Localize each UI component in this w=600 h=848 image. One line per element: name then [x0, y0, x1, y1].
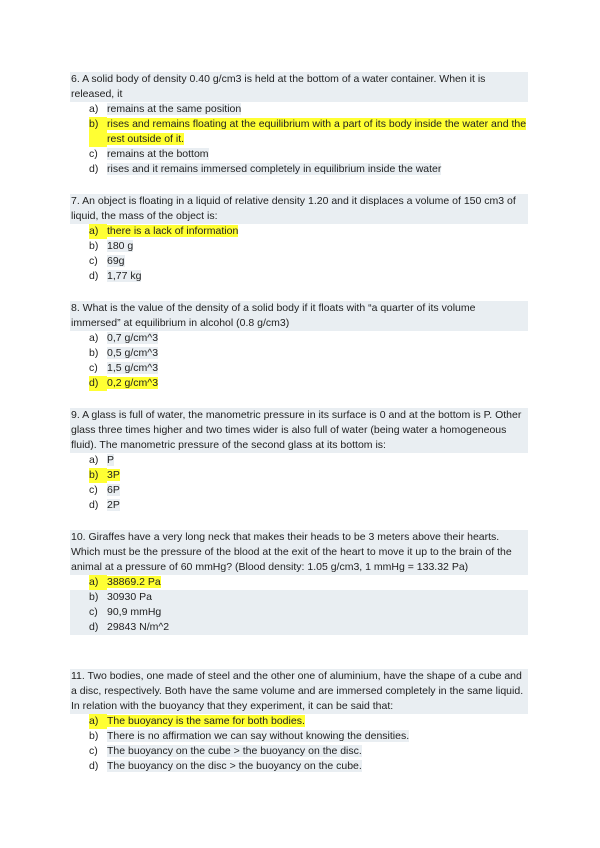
question-text: 9. A glass is full of water, the manometric pressure in its surface is 0 and at the bottom is P. Other glass three times higher and two times wider is also full of water (being water a homogeneous fluid). The manometric pressure of the second glass at its bottom is: [70, 408, 528, 453]
option-d: d) 29843 N/m^2 [70, 620, 528, 635]
option-a-highlighted: a) The buoyancy is the same for both bodies. [89, 715, 305, 727]
option-c: c) The buoyancy on the cube > the buoyancy on the disc. [89, 745, 362, 757]
question-9 [70, 408, 528, 513]
option-a-highlighted: a) 38869.2 Pa [89, 576, 161, 588]
option-b-highlighted: b) rises and remains floating at the equilibrium with a part of its body inside the water and the rest outside of it. [89, 118, 527, 145]
option-d: d) The buoyancy on the disc > the buoyancy on the cube. [89, 760, 362, 772]
option-c: c) 1,5 g/cm^3 [89, 362, 159, 374]
option-a: a) 0,7 g/cm^3 [89, 332, 159, 344]
question-10 [70, 530, 528, 635]
option-c: c) 69g [89, 255, 125, 267]
question-6 [70, 72, 528, 177]
question-text: 10. Giraffes have a very long neck that makes their heads to be 3 meters above their hearts. Which must be the pressure of the blood at the exit of the heart to move it up to the brain of the animal at a pressure of 60 mmHg? (Blood density: 1.05 g/cm3, 1 mmHg = 133.32 Pa) [70, 530, 528, 575]
question-text: 11. Two bodies, one made of steel and the other one of aluminium, have the shape of a cube and a disc, respectively. Both have the same volume and are immersed completely in the same liquid. In relation with the buoyancy that they experiment, it can be said that: [70, 669, 528, 714]
option-b: b) There is no affirmation we can say without knowing the densities. [89, 730, 410, 742]
option-b: b) 0,5 g/cm^3 [89, 347, 159, 359]
option-list [70, 714, 528, 774]
question-8 [70, 301, 528, 391]
option-d: d) 1,77 kg [89, 270, 142, 282]
option-list [70, 102, 528, 177]
option-d-highlighted: d) 0,2 g/cm^3 [89, 377, 159, 389]
option-b-highlighted: b) 3P [89, 469, 120, 481]
option-list [70, 224, 528, 284]
question-text: 6. A solid body of density 0.40 g/cm3 is held at the bottom of a water container. When it is released, it [70, 72, 528, 102]
option-a: a) P [89, 454, 115, 466]
option-c: c) 6P [89, 484, 120, 496]
option-d: d) 2P [89, 499, 120, 511]
option-a: a) remains at the same position [89, 103, 242, 115]
option-list [70, 331, 528, 391]
option-d: d) rises and it remains immersed completely in equilibrium inside the water [89, 163, 442, 175]
question-7 [70, 194, 528, 284]
option-c: c) 90,9 mmHg [70, 605, 528, 620]
option-b: b) 180 g [89, 240, 134, 252]
option-list [70, 575, 528, 635]
option-c: c) remains at the bottom [89, 148, 209, 160]
question-text: 7. An object is floating in a liquid of relative density 1.20 and it displaces a volume of 150 cm3 of liquid, the mass of the object is: [70, 194, 528, 224]
option-a-highlighted: a) there is a lack of information [89, 225, 239, 237]
question-text: 8. What is the value of the density of a solid body if it floats with “a quarter of its volume immersed” at equilibrium in alcohol (0.8 g/cm3) [70, 301, 528, 331]
option-list [70, 453, 528, 513]
option-b: b) 30930 Pa [70, 590, 528, 605]
question-11 [70, 669, 528, 774]
